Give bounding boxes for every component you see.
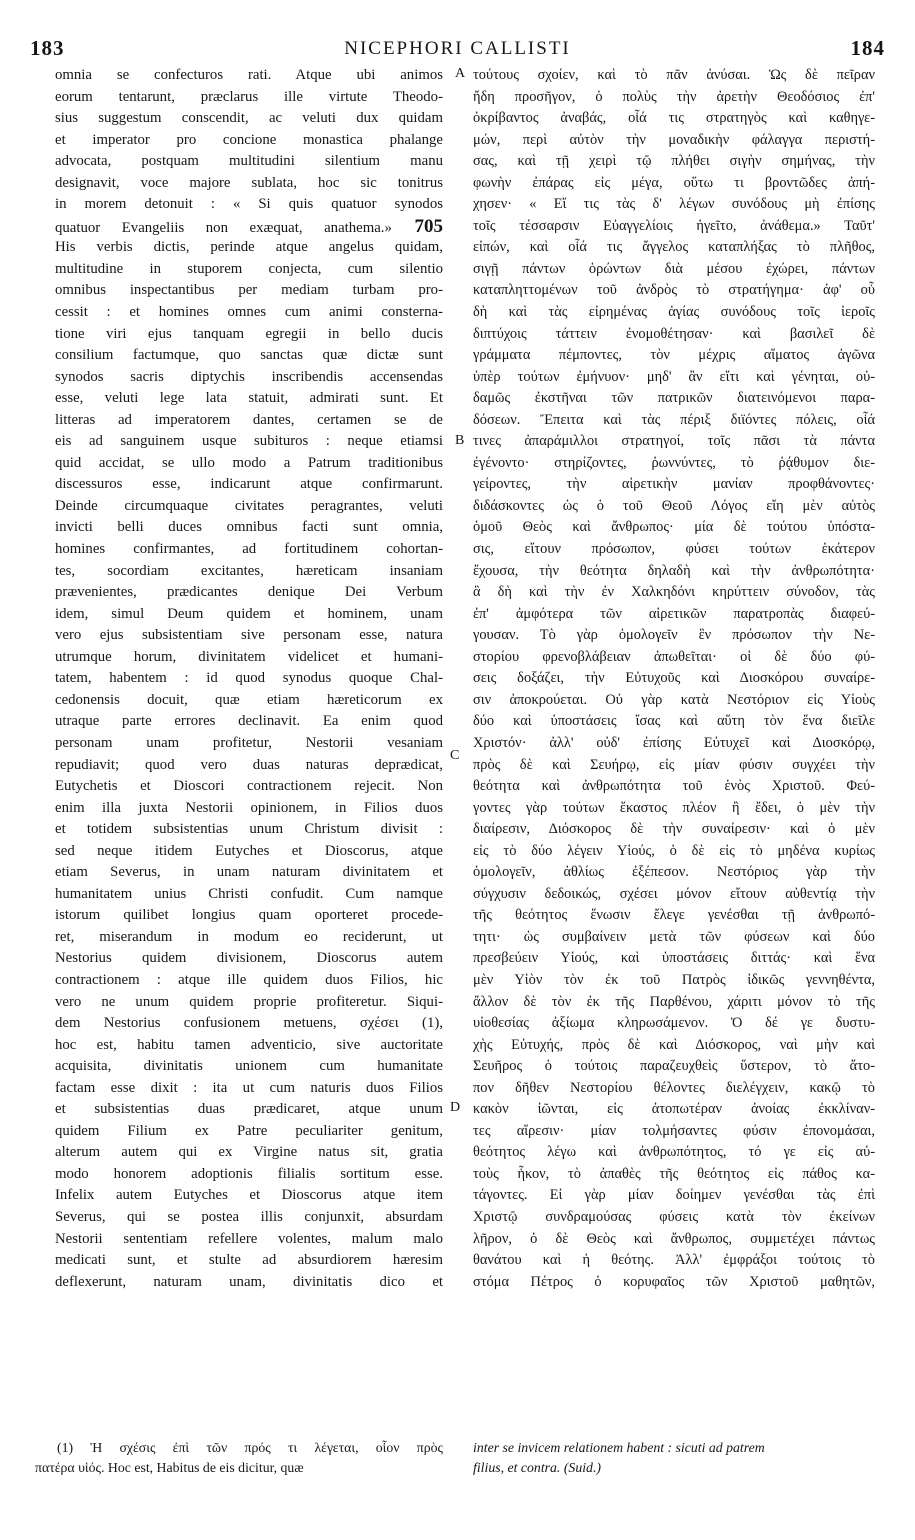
text-line: μὲν Υἱὸν τὸν ἐκ τοῦ Πατρὸς ἰδικῶς γεννηθέντα, [473, 971, 875, 988]
text-line: στορίου φρενοβλάβειαν ἀπωθεῖται· οἱ δὲ δύο φύ- [473, 648, 875, 665]
text-line: Χριστόν· ἀλλ' οὐδ' ἐπίσης Εὐτυχεῖ καὶ Διοσκόρῳ, [473, 734, 875, 751]
text-line: eorum tentarunt, præclarus ille virtute Theodo- [55, 88, 443, 105]
text-line: invicti belli duces omnibus facti sunt omnia, [55, 519, 443, 536]
text-line: sed neque itidem Eutyches et Dioscorus, atque [55, 842, 443, 859]
text-line: omnia se confecturos rati. Atque ubi animos [55, 67, 443, 83]
text-line: γράμματα πέμποντες, τὸν μέχρις αἵματος ἀγῶνα [473, 347, 875, 364]
text-line: et imperator pro concione monastica phalange [55, 131, 443, 148]
text-line: ret, miserandum in modum eo reciderunt, ut [55, 928, 443, 945]
text-line: τούτους σχοίεν, καὶ τὸ πᾶν ἀνύσαι. Ὡς δὲ πεῖραν [473, 67, 875, 83]
text-line: ἐπ' ἀμφότερα τῶν αἱρετικῶν παρατροπὰς διαφεύ- [473, 605, 875, 622]
text-line: θεότητος λέγω καὶ ἀνθρωπότητος, τό γε εἰς αὐ- [473, 1144, 875, 1161]
text-line: litteras ad imperatorem dantes, certamen se de [55, 411, 443, 428]
text-line: φωνὴν ἐπάρας εἰς μέγα, οὕτω τι βροντῶδες ἀπή- [473, 174, 875, 191]
text-line: medicati sunt, et stulte ad absurdiorem hæresim [55, 1252, 443, 1269]
latin-column [55, 65, 443, 1293]
text-line: τες αἵρεσιν· μίαν τολμήσαντες φύσιν ἐπονομάσαι, [473, 1122, 875, 1139]
text-line: Deinde circumquaque civitates peragrantes, veluti [55, 497, 443, 514]
text-line: filius, et contra. (Suid.) [473, 1460, 601, 1475]
text-line: ὁμοῦ Θεὸς καὶ ἄνθρωπος· μία δὲ τούτου ὑπόστα- [473, 519, 875, 536]
text-line: ὑπὲρ τούτων ἐμήνυον· μηδ' ἂν εἴτι καὶ γένηται, οὐ- [473, 368, 875, 385]
text-line: prævenientes, prædicantes denique Dei Verbum [55, 584, 443, 601]
text-line: δόσεων. Ἔπειτα καὶ τὰς πέριξ διϊόντες πόλεις, οἷά [473, 411, 875, 428]
text-line: Eutychetis et Dioscori contractionem rejecit. Non [55, 778, 443, 795]
text-line: στόμα Πέτρος ὁ κορυφαῖος τῶν Χριστοῦ μαθητῶν, [473, 1273, 875, 1290]
text-line: inter se invicem relationem habent : sicuti ad patrem [473, 1440, 765, 1455]
text-line: repudiavit; quod vero duas naturas deprædicat, [55, 756, 443, 773]
text-line: (1) Ἡ σχέσις ἐπὶ τῶν πρός τι λέγεται, οἷον πρὸς [57, 1440, 443, 1455]
text-line: quid accidat, se ullo modo a Patrum traditionibus [55, 454, 443, 471]
text-line: tione viri ejus tanquam egregii in bello ducis [55, 325, 443, 342]
text-line: δαμῶς ἐκστῆναι τῶν πατρικῶν διατεινόμενοι παρα- [473, 390, 875, 407]
text-line: eis ad sanguinem usque subituros : neque etiamsi [55, 433, 443, 450]
text-line: synodos sacris diptychis inscribendis accensendas [55, 368, 443, 385]
text-line: cedonensis docuit, quæ etiam hæreticorum ex [55, 691, 443, 708]
text-line: quidem Filium ex Patre peculiariter genitum, [55, 1122, 443, 1139]
text-line: ἃ δὴ καὶ τὴν ἐν Χαλκηδόνι κηρύττειν σύνοδον, τὰς [473, 584, 875, 601]
text-line: Severus, qui se postea illis conjunxit, absurdam [55, 1208, 443, 1225]
text-line: σεις δοξάζει, τὴν Εὐτυχοῦς καὶ Διοσκόρου συναίρε- [473, 670, 875, 687]
text-line: esse, veluti lege lata statuit, admirati sunt. Et [55, 390, 443, 407]
text-line: Infelix autem Eutyches et Dioscorus atque item [55, 1187, 443, 1204]
text-line: τοῖς τέσσαρσιν Εὐαγγελίοις ἡγεῖτο, ἀνάθεμα.» Ταῦτ' [473, 217, 875, 234]
text-line: tatem, habentem : id quod synodus quoque Chal- [55, 670, 443, 687]
text-line: Χριστῷ συνδραμούσας φύσεις κατὰ τὸν ἐκείνων [473, 1208, 875, 1225]
footnote-latin [35, 1438, 443, 1478]
text-line: cessit : et homines omnes cum animi consterna- [55, 304, 443, 321]
text-line: γουσαν. Τὸ γὰρ ὁμολογεῖν ἓν πρόσωπον τὴν Νε- [473, 627, 875, 644]
text-line: καταπληττομένων τοῦ ἀνδρὸς τὸ στρατήγημα· ἀφ' οὗ [473, 282, 875, 299]
text-line: dem Nestorius confusionem metuens, σχέσει (1), [55, 1015, 443, 1032]
text-line: His verbis dictis, perinde atque angelus quidam, [55, 239, 443, 256]
text-line: vero ejus subsistentiam sive personam esse, natura [55, 627, 443, 644]
text-line: idem, simul Deum quidem et hominem, unam [55, 605, 443, 622]
text-line: τάγοντες. Εἰ γὰρ μίαν δοίημεν γενέσθαι τὰς ἐπὶ [473, 1187, 875, 1204]
text-line: homines confirmantes, ad fortitudinem cohortan- [55, 541, 443, 558]
text-line: contractionem : atque ille quidem duos Filios, hic [55, 971, 443, 988]
text-line: omnibus inspectantibus per mediam turbam pro- [55, 282, 443, 299]
text-line: factam esse dixit : ita ut cum naturis duos Filios [55, 1079, 443, 1096]
text-line: utraque parte errores declinavit. Ea enim quod [55, 713, 443, 730]
text-line: σιν ἀποκρούεται. Οὐ γὰρ κατὰ Νεστόριον εἰς Υἱοὺς [473, 691, 875, 708]
text-line: διαίρεσιν, Διόσκορος δὲ τὴν συναίρεσιν· καὶ ὁ μὲν [473, 821, 875, 838]
page-header [30, 36, 885, 60]
text-line: personam unam profitetur, Nestorii vesaniam [55, 734, 443, 751]
text-line: λῆρον, ὁ δὲ Θεὸς καὶ ἄνθρωπος, συμμετέχει πάντως [473, 1230, 875, 1247]
text-line: εἰπών, καὶ οἷά τις ἄγγελος καταπλήξας τὸ πλῆθος, [473, 239, 875, 256]
section-marker-b: B [455, 433, 465, 448]
text-line: θεότητα καὶ ἀνθρωπότητα τοῦ ἑνὸς Χριστοῦ. Φεύ- [473, 778, 875, 795]
section-marker-c: C [450, 748, 460, 763]
text-line: πρὸς δὲ καὶ Σευήρῳ, εἰς μίαν φύσιν συγχέει τὴν [473, 756, 875, 773]
text-line: υἱοθεσίας ἀξίωμα κληρωσάμενον. Ὁ δέ γε δυστυ- [473, 1015, 875, 1032]
text-line: δύο καὶ ὑποστάσεις ἴσας καὶ αὕτη τὸν ἕνα διεῖλε [473, 713, 875, 730]
text-line: μών, περὶ αὐτὸν τὴν μοναδικὴν φάλαγγα περιστή- [473, 131, 875, 148]
text-line: humanitatem unius Christi confudit. Cum namque [55, 885, 443, 902]
footnote-continuation [473, 1438, 875, 1478]
text-line: χησεν· « Εἴ τις τὰς δ' λέγων συνόδους μὴ ἐπίσης [473, 196, 875, 213]
section-marker-d: D [450, 1100, 461, 1115]
text-line: consilium factumque, quo sanctas quæ dictæ sunt [55, 347, 443, 364]
page-number-right: 184 [850, 36, 885, 60]
text-line: τῆς θεότητος ἕνωσιν ἔλεγε γενέσθαι τῇ ἀνθρωπό- [473, 907, 875, 924]
text-line: σις, εἴτουν πρόσωπον, φύσει τούτων ἑκάτερον [473, 541, 875, 558]
text-line: modo honorem adoptionis filialis sortitum esse. [55, 1165, 443, 1182]
text-line: τοὺς ἧκον, τὸ ἀπαθὲς τῆς θεότητος εἰς πάθος κα- [473, 1165, 875, 1182]
text-line: utrumque horum, divinitatem videlicet et humani- [55, 648, 443, 665]
text-line: Nestorii sententiam refellere volentes, malum malo [55, 1230, 443, 1247]
text-line: σιγῇ πάντων ὁρώντων διὰ μέσου ἐχώρει, πάντων [473, 260, 875, 277]
text-line: πρεσβεύειν Υἱούς, καὶ ὑποστάσεις διττάς· καὶ ἕνα [473, 950, 875, 967]
margin-number: 705 [391, 215, 443, 237]
text-line: γείροντες, τὴν αἱρετικὴν μανίαν προφθάνοντες· [473, 476, 875, 493]
text-line: γοντες γὰρ τούτων ἕκαστος πλέον ἢ ἔδει, ὁ μὲν τὴν [473, 799, 875, 816]
text-line: ἐγένοντο· στηρίζοντες, ῥωννύντες, τὸ ῥᾴθυμον διε- [473, 454, 875, 471]
text-line: designavit, voce majore sublata, hoc sic tonitrus [55, 174, 443, 191]
text-line: εἰς τὸ δύο λέγειν Υἱούς, ὁ δὲ εἰς τὸ μηδένα κυρίως [473, 842, 875, 859]
text-line: tes, socordiam excitantes, hæreticam insaniam [55, 562, 443, 579]
text-line: istorum quilibet longius quam oporteret procede- [55, 907, 443, 924]
text-line: ἔχουσα, τὴν θεότητα δηλαδὴ καὶ τὴν ἀνθρωπότητα· [473, 562, 875, 579]
text-line: sius suggestum conscendit, ac veluti dux quidam [55, 110, 443, 127]
text-line: διπτύχοις τάττειν ἐνομοθέτησαν· καὶ βασιλεῖ δὲ [473, 325, 875, 342]
text-line: et totidem subsistentias unum Christum divisit : [55, 821, 443, 838]
text-line: in morem detonuit : « Si quis quatuor synodos [55, 196, 443, 213]
text-line: χὴς Εὐτυχής, πρὸς δὲ καὶ Διόσκορος, ναὶ μὴν καὶ [473, 1036, 875, 1053]
text-line: πον δῆθεν Νεστορίου θέλοντες διελέγχειν, κακῷ τὸ [473, 1079, 875, 1096]
text-line: διδάσκοντες ὡς ὁ τοῦ Θεοῦ Λόγος εἴη μὲν αὐτὸς [473, 497, 875, 514]
text-line: τινες ἀπαράμιλλοι στρατηγοί, τοῖς πᾶσι τὰ πάντα [473, 433, 875, 450]
text-line: et subsistentias duas prædicaret, atque unum [55, 1101, 443, 1118]
text-line: advocata, postquam multitudini silentium manu [55, 153, 443, 170]
text-line: πατέρα υἱός. Hoc est, Habitus de eis dicitur, quæ [35, 1460, 304, 1475]
text-line: acquisita, divinitatis unionem cum humanitate [55, 1058, 443, 1075]
greek-column [473, 65, 875, 1293]
section-marker-a: A [455, 66, 466, 81]
running-head: NICEPHORI CALLISTI [344, 38, 571, 59]
text-line: τητι· ὡς συμβαίνειν μετὰ τῶν φύσεων καὶ δύο [473, 928, 875, 945]
text-line: θανάτου καὶ ἡ θεότης. Ἀλλ' ἐμφράξοι τούτοις τὸ [473, 1252, 875, 1269]
text-line: δὴ καὶ τὰς εἰρημένας ἁγίας συνόδους τοῖς ἱεροῖς [473, 304, 875, 321]
text-line: discessuros esse, indicarunt atque confirmarunt. [55, 476, 443, 493]
text-line: alterum autem qui ex Virgine natus sit, gratia [55, 1144, 443, 1161]
text-line: Σευῆρος ὁ τούτοις παραζευχθεὶς ὕστερον, τὸ ἄτο- [473, 1058, 875, 1075]
text-line: vero ne unum quidem proprie profiteretur. Siqui- [55, 993, 443, 1010]
text-line: hoc est, habitu tamen adventicio, sive auctoritate [55, 1036, 443, 1053]
text-line: multitudine in stuporem conjecta, cum silentio [55, 260, 443, 277]
text-line: σας, καὶ τῇ χειρὶ τῷ πλήθει σιγὴν σημήνας, τὴν [473, 153, 875, 170]
text-line: ὀκρίβαντος ἀναβάς, οἷά τις στρατηγὸς καὶ καθηγε- [473, 110, 875, 127]
text-line: ὁμολογεῖν, ἀθλίως ἐξέπεσον. Νεστόριος γὰρ τὴν [473, 864, 875, 881]
text-line: quatuor Evangeliis non exæquat, anathema.» 705 [55, 215, 443, 237]
text-line: etiam Severus, in unam naturam divinitatem et [55, 864, 443, 881]
text-line: ἄλλον δὲ τὸν ἐκ τῆς Παρθένου, χάριτι μόνον τὸ τῆς [473, 993, 875, 1010]
page-number-left: 183 [30, 36, 65, 60]
text-line: ἤδη προσῆγον, ὁ πολὺς τὴν ἀρετὴν Θεοδόσιος ἐπ' [473, 88, 875, 105]
text-line: σύγχυσιν δεδοικώς, σχέσει μόνον εἴτουν αὐθεντίᾳ τὴν [473, 885, 875, 902]
text-line: deflexerunt, naturam unam, divinitatis dico et [55, 1273, 443, 1290]
text-line: Nestorius quidem divisionem, Dioscorus autem [55, 950, 443, 967]
text-line: κακὸν ἰῶνται, εἰς ἀτοπωτέραν ἀνοίας ἐκκλίναν- [473, 1101, 875, 1118]
text-line: enim illa juxta Nestorii opinionem, in Filios duos [55, 799, 443, 816]
